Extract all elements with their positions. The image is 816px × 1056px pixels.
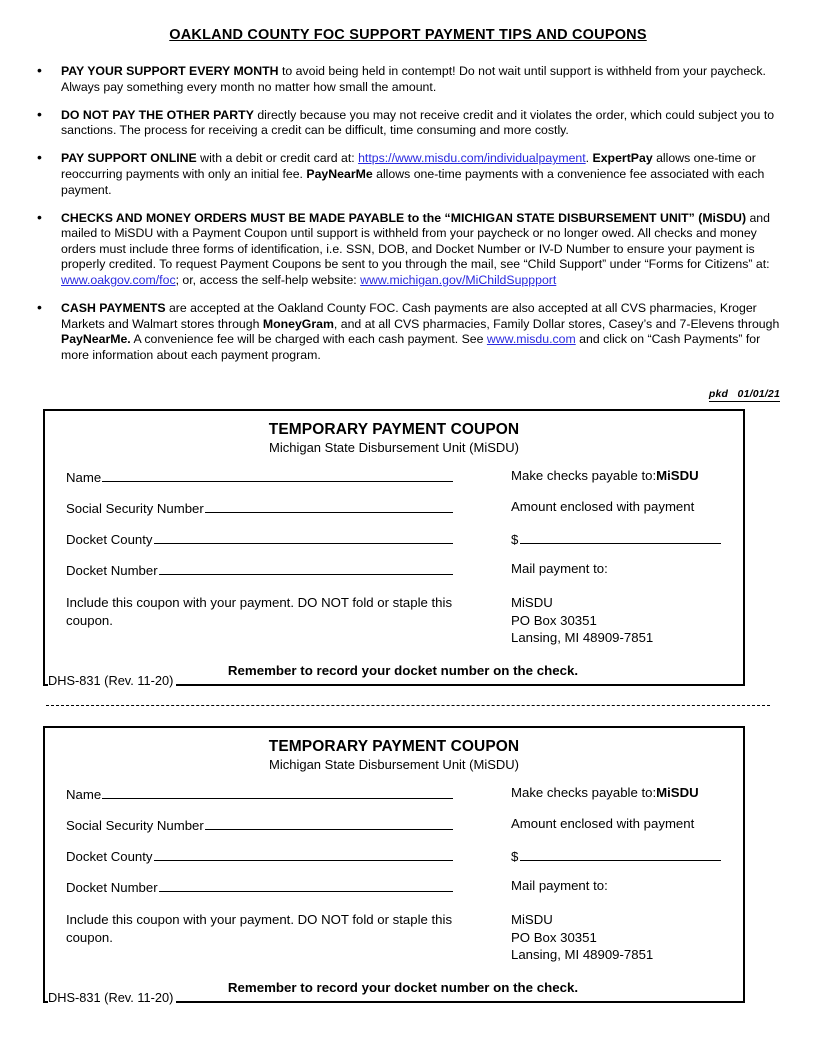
amount-enclosed-label-row bbox=[511, 816, 721, 831]
make-checks-payable bbox=[511, 468, 721, 483]
tip-lead: CHECKS AND MONEY ORDERS MUST BE MADE PAYABLE bbox=[61, 210, 405, 225]
tip-item-checks-and-money-orders bbox=[0, 208, 816, 289]
coupon-note: Include this coupon with your payment. DO NOT fold or staple this coupon. bbox=[66, 595, 453, 628]
coupon-note: Include this coupon with your payment. DO NOT fold or staple this coupon. bbox=[66, 912, 453, 945]
field-amount[interactable] bbox=[511, 847, 721, 864]
field-docket-number-input-line[interactable] bbox=[159, 878, 453, 892]
field-amount-input-line[interactable] bbox=[520, 530, 721, 544]
link-misdu-individualpayment[interactable]: https://www.misdu.com/individualpayment bbox=[358, 151, 586, 166]
field-name[interactable] bbox=[66, 785, 453, 802]
make-checks-payable-label: Make checks payable to: bbox=[511, 785, 657, 800]
payee-name: MiSDU bbox=[656, 468, 699, 483]
bullet-icon: • bbox=[37, 105, 42, 122]
coupon-subtitle: Michigan State Disbursement Unit (MiSDU) bbox=[269, 757, 519, 772]
coupon-title: TEMPORARY PAYMENT COUPON bbox=[268, 421, 520, 438]
field-ssn-input-line[interactable] bbox=[205, 499, 453, 513]
tip-bold-paynearme: PayNearMe. bbox=[61, 332, 131, 347]
amount-enclosed-label: Amount enclosed with payment bbox=[511, 499, 695, 514]
page-title: OAKLAND COUNTY FOC SUPPORT PAYMENT TIPS AND COUPONS bbox=[169, 27, 647, 43]
field-docket-number-input-line[interactable] bbox=[159, 561, 453, 575]
link-michigan-michildsupport[interactable]: www.michigan.gov/MiChildSuppport bbox=[360, 273, 557, 288]
field-docket-county-input-line[interactable] bbox=[154, 530, 454, 544]
field-name-input-line[interactable] bbox=[102, 785, 453, 799]
coupon-title: TEMPORARY PAYMENT COUPON bbox=[268, 738, 520, 755]
coupon-row-name bbox=[45, 468, 743, 499]
address-line-2: PO Box 30351 bbox=[511, 612, 597, 628]
field-ssn-input-line[interactable] bbox=[205, 816, 453, 830]
mailing-address bbox=[511, 594, 653, 647]
tip-text: . bbox=[585, 151, 593, 166]
tip-item-pay-support-online bbox=[0, 151, 816, 198]
link-oakgov-foc[interactable]: www.oakgov.com/foc bbox=[61, 273, 176, 288]
tip-text: A convenience fee will be charged with each cash payment. See bbox=[130, 332, 487, 347]
coupon-row-name bbox=[45, 785, 743, 816]
coupon-body bbox=[45, 785, 743, 995]
tip-text: to avoid being held in contempt! Do not wait until support is withheld from your paycheck. Always pay something every month no matter how small the amount. bbox=[61, 64, 766, 94]
coupon-row-docket-number bbox=[45, 878, 743, 909]
tip-text: , and at all CVS pharmacies, Family Dollar stores, Casey’s and 7-Elevens through bbox=[333, 316, 780, 331]
bullet-icon: • bbox=[37, 62, 42, 78]
link-misdu-com[interactable]: www.misdu.com bbox=[486, 332, 576, 347]
tip-lead: CASH PAYMENTS bbox=[61, 301, 166, 316]
mail-payment-to-label: Mail payment to: bbox=[511, 878, 608, 893]
cut-separator bbox=[46, 705, 770, 706]
tip-lead: PAY SUPPORT ONLINE bbox=[61, 151, 197, 166]
dollar-sign-icon: $ bbox=[511, 849, 519, 864]
dollar-sign-icon: $ bbox=[511, 532, 519, 547]
field-docket-county[interactable] bbox=[66, 847, 453, 864]
coupon-row-docket-county bbox=[45, 530, 743, 561]
coupon-row-ssn bbox=[45, 499, 743, 530]
field-docket-number-label: Docket Number bbox=[66, 563, 158, 578]
coupon-header bbox=[45, 728, 743, 773]
tip-bold-expertpay: ExpertPay bbox=[592, 151, 653, 166]
tip-text: directly because you may not receive credit and it violates the order, which could subject you to sanctions. The process for receiving a credit can be difficult, time consuming and more costly. bbox=[61, 107, 775, 138]
tip-lead: DO NOT PAY THE OTHER PARTY bbox=[61, 107, 254, 122]
amount-enclosed-label-row bbox=[511, 499, 721, 514]
field-ssn-label: Social Security Number bbox=[66, 818, 204, 833]
field-docket-county-label: Docket County bbox=[66, 532, 153, 547]
tip-text: are accepted at the Oakland County FOC. Cash payments are also accepted at all CVS pharmacies, Kroger Markets and Walmart stores through bbox=[61, 301, 757, 331]
payment-coupon-2 bbox=[43, 726, 745, 1003]
coupon-row-ssn bbox=[45, 816, 743, 847]
tips-list bbox=[0, 64, 816, 364]
tip-text: and mailed to MiSDU with a Payment Coupon until support is withheld from your paycheck or no longer owed. All checks and money orders must include three forms of identification, i.e. SSN, DOB, and Docket Number or IV-D Number to ensure your payment is properly credited. To request Payment Coupons be sent to you through the mail, see “Child Support” under “Forms for Citizens” at: bbox=[61, 210, 770, 272]
amount-enclosed-label: Amount enclosed with payment bbox=[511, 816, 695, 831]
tip-item-pay-every-month bbox=[0, 64, 816, 95]
tip-bold-moneygram: MoneyGram bbox=[262, 316, 334, 331]
make-checks-payable-label: Make checks payable to: bbox=[511, 468, 657, 483]
field-name-label: Name bbox=[66, 787, 102, 802]
field-amount-input-line[interactable] bbox=[520, 847, 721, 861]
coupon-body bbox=[45, 468, 743, 678]
coupon-header bbox=[45, 411, 743, 456]
coupon-row-docket-number bbox=[45, 561, 743, 592]
tip-item-do-not-pay-other-party bbox=[0, 105, 816, 139]
payment-coupon-1 bbox=[43, 409, 745, 686]
address-line-3: Lansing, MI 48909-7851 bbox=[511, 630, 654, 645]
tip-text: ; or, access the self-help website: bbox=[175, 273, 361, 288]
coupon-row-docket-county bbox=[45, 847, 743, 878]
revision-stamp: pkd 01/01/21 bbox=[708, 388, 780, 400]
field-docket-number-label: Docket Number bbox=[66, 880, 158, 895]
tip-lead: PAY YOUR SUPPORT EVERY MONTH bbox=[61, 64, 279, 78]
remember-notice: Remember to record your docket number on the check. bbox=[227, 980, 579, 995]
address-line-1: MiSDU bbox=[511, 912, 553, 927]
bullet-icon: • bbox=[37, 208, 42, 225]
address-line-1: MiSDU bbox=[511, 595, 553, 610]
form-code: DHS-831 (Rev. 11-20) bbox=[48, 673, 176, 688]
field-social-security-number[interactable] bbox=[66, 499, 453, 516]
mail-payment-to-row bbox=[511, 561, 721, 576]
coupon-subtitle: Michigan State Disbursement Unit (MiSDU) bbox=[269, 440, 519, 455]
field-social-security-number[interactable] bbox=[66, 816, 453, 833]
field-docket-number[interactable] bbox=[66, 878, 453, 895]
tip-text-bold: to the bbox=[404, 210, 445, 225]
bullet-icon: • bbox=[37, 299, 42, 316]
payee-name: MiSDU bbox=[656, 785, 699, 800]
field-docket-number[interactable] bbox=[66, 561, 453, 578]
make-checks-payable bbox=[511, 785, 721, 800]
tip-text: allows one-time or reoccurring payments with only an initial fee. bbox=[61, 151, 756, 181]
tip-text: with a debit or credit card at: bbox=[196, 151, 359, 166]
field-amount[interactable] bbox=[511, 530, 721, 547]
tip-text: allows one-time payments with a convenience fee associated with each payment. bbox=[61, 166, 765, 197]
field-name-input-line[interactable] bbox=[102, 468, 453, 482]
field-docket-county-label: Docket County bbox=[66, 849, 153, 864]
form-code: DHS-831 (Rev. 11-20) bbox=[48, 990, 176, 1005]
address-line-3: Lansing, MI 48909-7851 bbox=[511, 947, 654, 962]
field-name[interactable] bbox=[66, 468, 453, 485]
remember-notice: Remember to record your docket number on the check. bbox=[227, 663, 579, 678]
address-line-2: PO Box 30351 bbox=[511, 929, 597, 945]
mail-payment-to-row bbox=[511, 878, 721, 893]
tip-bold-paynearme: PayNearMe bbox=[306, 166, 373, 181]
bullet-icon: • bbox=[37, 149, 42, 166]
tip-text: and click on “Cash Payments” for more information about each payment program. bbox=[61, 332, 761, 362]
mailing-address bbox=[511, 911, 653, 964]
field-name-label: Name bbox=[66, 470, 102, 485]
field-docket-county-input-line[interactable] bbox=[154, 847, 454, 861]
tip-bold-misdu-name: “MICHIGAN STATE DISBURSEMENT UNIT” (MiSDU) bbox=[444, 210, 747, 225]
mail-payment-to-label: Mail payment to: bbox=[511, 561, 608, 576]
tip-item-cash-payments bbox=[0, 301, 816, 363]
field-ssn-label: Social Security Number bbox=[66, 501, 204, 516]
field-docket-county[interactable] bbox=[66, 530, 453, 547]
